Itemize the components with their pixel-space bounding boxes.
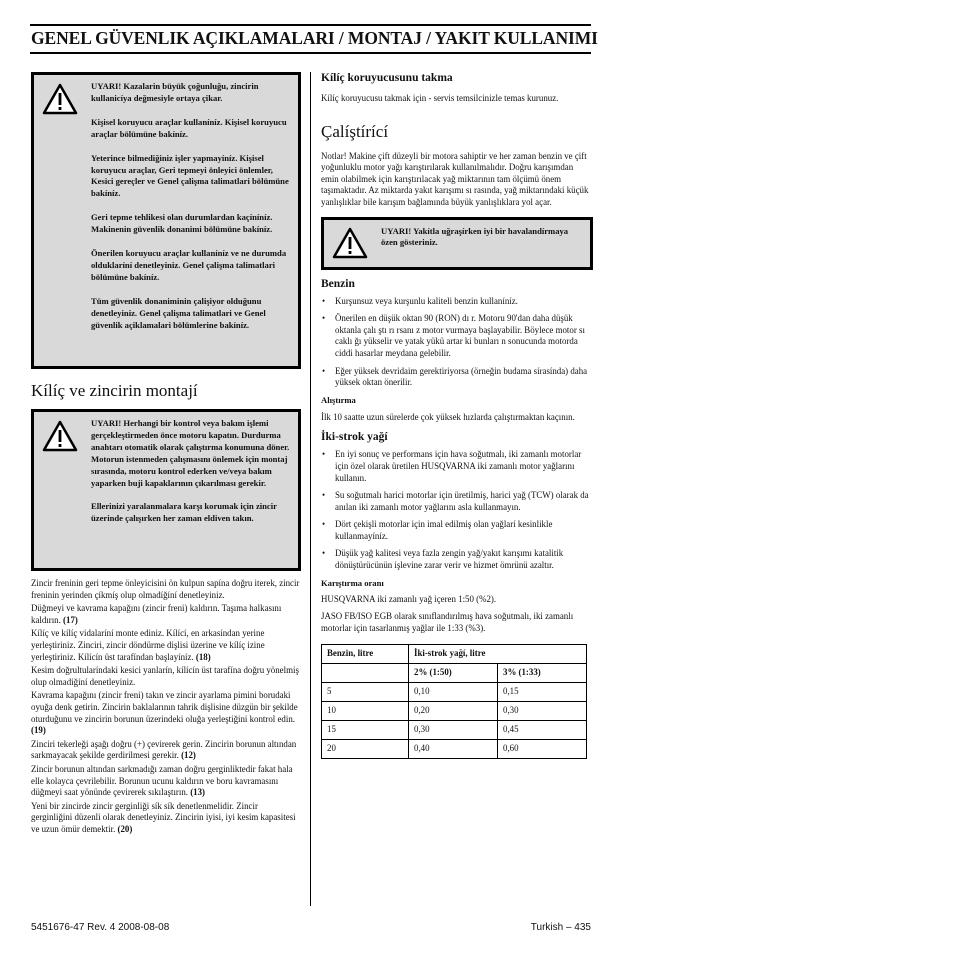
figure-ref: (12) (181, 750, 196, 761)
section-title-bar-chain: Kílíç ve zincirin montají (31, 381, 198, 400)
table-cell: 0,10 (409, 683, 498, 702)
warning-text: Önerilen koruyucu araçlar kullaníníz ve ne durumda olduklaríní denetleyiniz. Genel çalişma talimatlari bölümüne bakíníz. (91, 248, 287, 282)
list-item: • Kurşunsuz veya kurşunlu kaliteli benzin kullaníníz. (321, 296, 593, 308)
table-header: İki-strok yağí, litre (409, 645, 587, 664)
table-cell: 0,45 (498, 721, 587, 740)
instruction-paragraph: Zincir borunun altından sarkmadığı zaman doğru gerginliktedir fakat hala elle kolayca çevrilebilir. Borunun ucunu kaldırın ve boru kavramasını düğmeyi saat yönünde çevirerek sıkılaştırın. (13) (31, 763, 293, 798)
warning-text: Ellerinizi yaralanmalara karşı korumak için zincir üzerinde çalışırken her zaman eldiven takın. (91, 501, 277, 524)
table-row (322, 683, 587, 702)
alistirma-title: Alıştırma (321, 394, 356, 405)
mix-table (321, 644, 587, 759)
figure-ref: (20) (117, 823, 133, 834)
warning-box-accidents (31, 72, 301, 369)
warning-box-ventilation (321, 217, 593, 270)
warning-text: UYARI! Yakítla uğraşírken iyi bir havalandírmaya özen gösteriniz. (381, 225, 569, 248)
list-item: • Eğer yüksek devridaim gerektiriyorsa (örneğin budama sírasínda) daha yüksek oktan önerilir. (321, 366, 593, 389)
column-divider (310, 72, 311, 906)
page-title: GENEL GÜVENLIK AÇIKLAMALARI / MONTAJ / YAKIT KULLANIMI (31, 28, 598, 48)
mix-text: HUSQVARNA iki zamanlı yağ içeren 1:50 (%2). (321, 593, 497, 604)
instruction-paragraph: Kílíç ve kílíç vidalaríní monte ediniz. Kílící, en arkasíndan yerine yerleştiriniz. Zinciri, zincir döndürme dişlisi üzerine ve kílíç izine yerleştiriniz. Kílícín üst tarafíndan başlayíníz. (18) (31, 628, 265, 662)
table-cell: 0,20 (409, 702, 498, 721)
warning-text: Geri tepme tehlikesi olan durumlardan kaçíníníz. Makinenin güvenlik donanimi bölümüne bakíníz. (91, 212, 273, 235)
table-cell: 0,30 (498, 702, 587, 721)
warning-triangle-icon (42, 420, 78, 452)
table-cell: 0,60 (498, 740, 587, 759)
warning-text: UYARI! Herhangi bir kontrol veya bakım işlemi gerçekleştirmeden önce motoru kapatın. Durdurma anahtarı otomatik olarak çalıştırma konumuna döner. Motorun istenmeden çalışmasını önlemek için montaj sırasında, motoru kontrol ederken ve/veya bakım yaparken buji kapaklarının çıkarılması gerekir. (91, 418, 290, 488)
title-rule-top (30, 24, 591, 26)
warning-text: Yeterince bilmediğiniz işler yapmayíníz. Kişisel koruyucu araçlar, Geri tepmeyi önleyici önlemler, Kesici gereçler ve Genel çalişma talimatlari bölümüne bakíníz. (91, 152, 289, 199)
note-paragraph: Notlar! Makine çift düzeyli bir motora sahiptir ve her zaman benzin ve çift yoğunluklu motor yağı karıştırılarak kullanılmalıdır. Doğru karışımdan emin olabilmek için karıştırılacak yağ miktarının tam ölçümü önem taşımaktadır. Az miktarda yakıt karışımı sı rasında, yağ miktarındaki küçük yanlışlıklar bile karışım bağlamında büyük yanlışlıklara yol açar. (321, 150, 589, 207)
list-item: • Düşük yağ kalitesi veya fazla zengin yağ/yakıt karışımı katalitik dönüştürücünün işlevine zarar verir ve hizmet ömrünü azaltır. (321, 548, 593, 571)
instruction-paragraph: Düğmeyi ve kavrama kapağını (zincir freni) kaldırın. Taşıma halkasını kaldırın. (17) (31, 603, 282, 625)
instruction-paragraph: Zinciri tekerleği aşağı doğru (+) çevirerek gerin. Zincirin borunun altından sarkmayacak şekilde gerdirilmesi gerekir. (12) (31, 738, 297, 761)
section-title-starting: Çalíştírící (321, 121, 389, 141)
left-column (31, 72, 301, 835)
warning-triangle-icon (42, 83, 78, 115)
warning-box-maintenance (31, 409, 301, 571)
footer-doc-id: 5451676-47 Rev. 4 2008-08-08 (31, 922, 170, 933)
table-cell: 0,30 (409, 721, 498, 740)
instruction-paragraph: Kavrama kapağını (zincir freni) takın ve zincir ayarlama pimini borudaki oyuğa denk getirin. Zincirin baklalarının tahrik dişlisine düzgün bir şekilde oturduğunu ve zincirin borunun üzerindeki oluğa yerleştiğini kontrol edin. (19) (31, 690, 298, 736)
table-cell: 15 (322, 721, 409, 740)
alistirma-text: İlk 10 saatte uzun sürelerde çok yüksek hızlarda çalıştırmaktan kaçının. (321, 411, 575, 422)
benzin-list (321, 296, 593, 389)
table-header: Benzin, litre (322, 645, 409, 664)
list-item: • Su soğutmalı harici motorlar için üretilmiş, harici yağ (TCW) olarak da anılan iki zamanlı motor yağlarını asla kullanmayın. (321, 490, 593, 513)
table-row (322, 721, 587, 740)
table-cell: 5 (322, 683, 409, 702)
list-item: • Dört çekişli motorlar için imal edilmiş olan yağlarí kesinlikle kullanmayíníz. (321, 519, 593, 542)
oil-list (321, 449, 593, 571)
list-item: • En iyi sonuç ve performans için hava soğutmalı, iki zamanlı motorlar için özel olarak üretilen HUSQVARNA iki zamanlı motor yağlarını kullanın. (321, 449, 593, 484)
warning-text: Kişisel koruyucu araçlar kullaníníz. Kişisel koruyucu araçlar bölümüne bakíníz. (91, 116, 287, 139)
mix-text: JASO FB/ISO EGB olarak sınıflandırılmış hava soğutmalı, iki zamanlı motorlar için tasarlanmış yağlar ile 1:33 (%3). (321, 611, 574, 633)
table-cell (322, 664, 409, 683)
guard-text: Kílíç koruyucusu takmak için - servis temsilcinizle temas kurunuz. (321, 93, 559, 103)
instruction-paragraph: Yeni bir zincirde zincir gerginliği sík sík denetlenmelidir. Zincir gerginliğini düzenli olarak denetleyiniz. Zincirin iyisi, iyi kesim kapasitesi ve uzun ömür demektir. (20) (31, 800, 296, 834)
figure-ref: (18) (195, 651, 211, 662)
footer-page-number: Turkish – 435 (530, 922, 591, 933)
guard-title: Kílíç koruyucusunu takma (321, 72, 453, 84)
title-rule-bottom (30, 52, 591, 54)
table-row (322, 702, 587, 721)
warning-triangle-icon (332, 227, 368, 259)
table-cell: 20 (322, 740, 409, 759)
instruction-paragraph: Zincir freninin geri tepme önleyicisini ön kulpun sapína doğru iterek, zincir freninin yerinden çíkmíş olup olmadíğíní denetleyiniz. (31, 578, 300, 600)
table-cell: 0,15 (498, 683, 587, 702)
warning-text: Tüm güvenlik donaniminin çalişiyor olduğunu denetleyiniz. Genel çalişma talimatlari ve Genel güvenlik açiklamalari bölümlerine bakíníz. (91, 295, 266, 330)
benzin-title: Benzin (321, 277, 355, 290)
table-cell: 0,40 (409, 740, 498, 759)
table-cell: 10 (322, 702, 409, 721)
table-header: 3% (1:33) (498, 664, 587, 683)
mix-title: Karıştırma oranı (321, 577, 384, 588)
figure-ref: (13) (190, 787, 206, 798)
figure-ref: (17) (63, 614, 78, 625)
table-header: 2% (1:50) (409, 664, 498, 683)
oil-title: İki-strok yağí (321, 431, 388, 444)
list-item: • Önerilen en düşük oktan 90 (RON) dı r. Motoru 90'dan daha düşük oktanla çalı ştı rı rsanı z motor vurmaya başlayabilir. Böylece motor sı caklı ğı yükselir ve yatak yükü artar ki bunları n sonucunda motorda ciddi hasarlar meydana gelebilir. (321, 313, 593, 359)
assembly-instructions (31, 578, 301, 835)
table-row (322, 740, 587, 759)
right-column (321, 72, 593, 759)
figure-ref: (19) (31, 725, 46, 736)
warning-text: UYARI! Kazalarin büyük çoğunluğu, zincirin kullanicíya değmesiyle ortaya çikar. (91, 81, 259, 103)
instruction-paragraph: Kesim doğrultularíndaki kesici yanlarín, kílícín üst tarafína doğru yönelmiş olup olmadíğíní denetleyiniz. (31, 665, 299, 687)
